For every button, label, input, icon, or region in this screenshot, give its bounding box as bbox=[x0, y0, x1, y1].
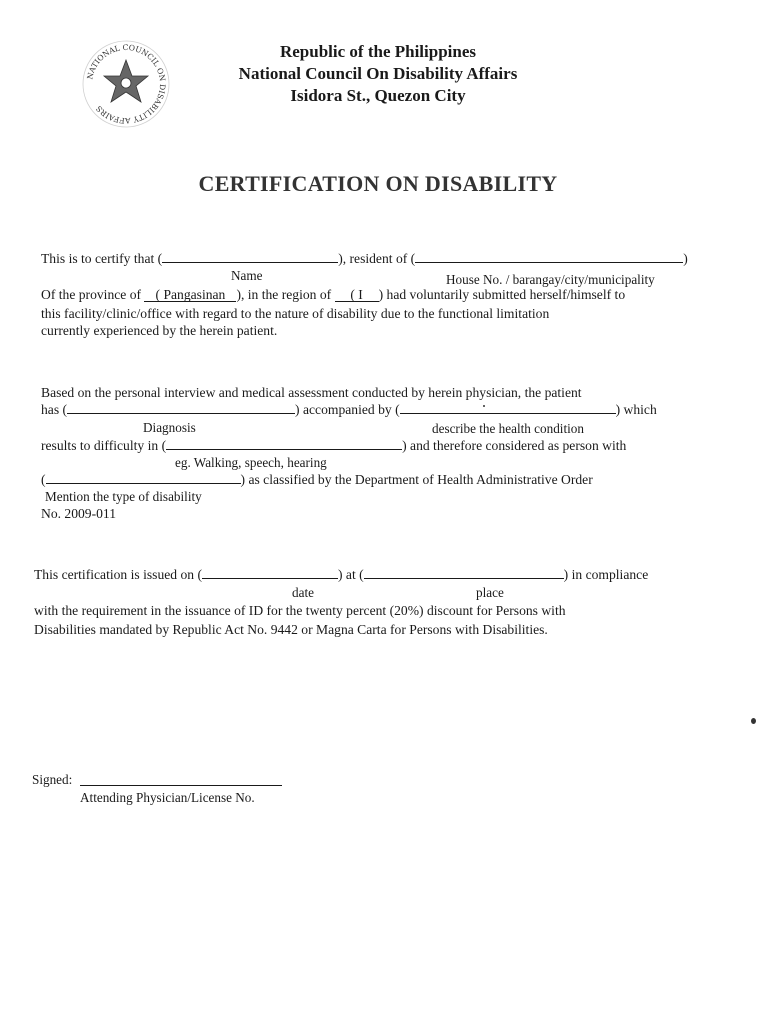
difficulty-blank[interactable] bbox=[166, 438, 402, 450]
name-label: Name bbox=[231, 268, 263, 283]
ncda-seal-logo bbox=[80, 38, 172, 130]
province-text-b: ), in the region of bbox=[236, 287, 335, 302]
date-blank[interactable] bbox=[202, 567, 338, 579]
scan-speck bbox=[751, 718, 756, 724]
place-label: place bbox=[476, 585, 504, 600]
certify-text-c: ) bbox=[683, 251, 688, 266]
section2-line1: Based on the personal interview and medical assessment conducted by herein physician, the patient bbox=[41, 385, 582, 400]
header-agency: National Council On Disability Affairs bbox=[238, 64, 518, 83]
difficulty-example-label: eg. Walking, speech, hearing bbox=[175, 455, 327, 470]
header-republic: Republic of the Philippines bbox=[279, 42, 476, 61]
disability-type-line bbox=[41, 472, 593, 488]
disability-type-label: Mention the type of disability bbox=[45, 489, 202, 504]
diagnosis-blank[interactable] bbox=[67, 402, 295, 414]
health-condition-label: describe the health condition bbox=[432, 421, 584, 436]
region-value[interactable]: ( I bbox=[335, 289, 379, 302]
section3-line2: with the requirement in the issuance of ID for the twenty percent (20%) discount for Persons with bbox=[34, 603, 566, 618]
diagnosis-text-a: has ( bbox=[41, 402, 68, 417]
difficulty-text-b: ) and therefore considered as person with bbox=[402, 438, 627, 453]
diagnosis-text-c: ) which bbox=[615, 402, 657, 417]
place-blank[interactable] bbox=[364, 567, 564, 579]
disability-text-b: ) as classified by the Department of Health Administrative Order bbox=[240, 472, 593, 487]
difficulty-line bbox=[41, 438, 626, 454]
issued-text-c: ) in compliance bbox=[563, 567, 649, 582]
disability-type-blank[interactable] bbox=[46, 472, 241, 484]
province-value[interactable]: ( Pangasinan bbox=[144, 289, 236, 302]
certify-text-a: This is to certify that ( bbox=[41, 251, 163, 266]
administrative-order-number: No. 2009-011 bbox=[41, 506, 117, 521]
certify-name-line bbox=[41, 251, 688, 267]
certify-text-b: ), resident of ( bbox=[338, 251, 416, 266]
signature-line[interactable] bbox=[80, 785, 282, 786]
seal-emblem bbox=[104, 60, 148, 102]
issued-text-a: This certification is issued on ( bbox=[34, 567, 202, 582]
issued-text-b: ) at ( bbox=[338, 567, 364, 582]
address-label: House No. / barangay/city/municipality bbox=[446, 272, 655, 287]
section1-line3: this facility/clinic/office with regard to the nature of disability due to the functional limitation bbox=[41, 306, 550, 321]
seal-text: NATIONAL COUNCIL ON DISABILITY AFFAIRS bbox=[85, 42, 168, 126]
health-condition-blank[interactable] bbox=[400, 402, 616, 414]
province-text-a: Of the province of bbox=[41, 287, 145, 302]
disability-text-a: ( bbox=[41, 472, 46, 487]
scan-speck bbox=[483, 405, 485, 407]
section3-line3: Disabilities mandated by Republic Act No. 9442 or Magna Carta for Persons with Disabilities. bbox=[34, 622, 548, 637]
diagnosis-text-b: ) accompanied by ( bbox=[295, 402, 400, 417]
section1-line4: currently experienced by the herein patient. bbox=[41, 323, 278, 338]
address-blank[interactable] bbox=[415, 251, 683, 263]
signed-label: Signed: bbox=[32, 772, 73, 787]
diagnosis-line bbox=[41, 402, 657, 418]
document-title: CERTIFICATION ON DISABILITY bbox=[198, 171, 558, 196]
difficulty-text-a: results to difficulty in ( bbox=[41, 438, 167, 453]
signature-caption: Attending Physician/License No. bbox=[80, 790, 255, 805]
issued-line bbox=[34, 567, 648, 583]
date-label: date bbox=[292, 585, 314, 600]
province-line bbox=[41, 287, 625, 303]
province-text-c: ) had voluntarily submitted herself/himself to bbox=[378, 287, 626, 302]
header-address: Isidora St., Quezon City bbox=[290, 86, 466, 105]
name-blank[interactable] bbox=[162, 251, 338, 263]
diagnosis-label: Diagnosis bbox=[143, 420, 196, 435]
